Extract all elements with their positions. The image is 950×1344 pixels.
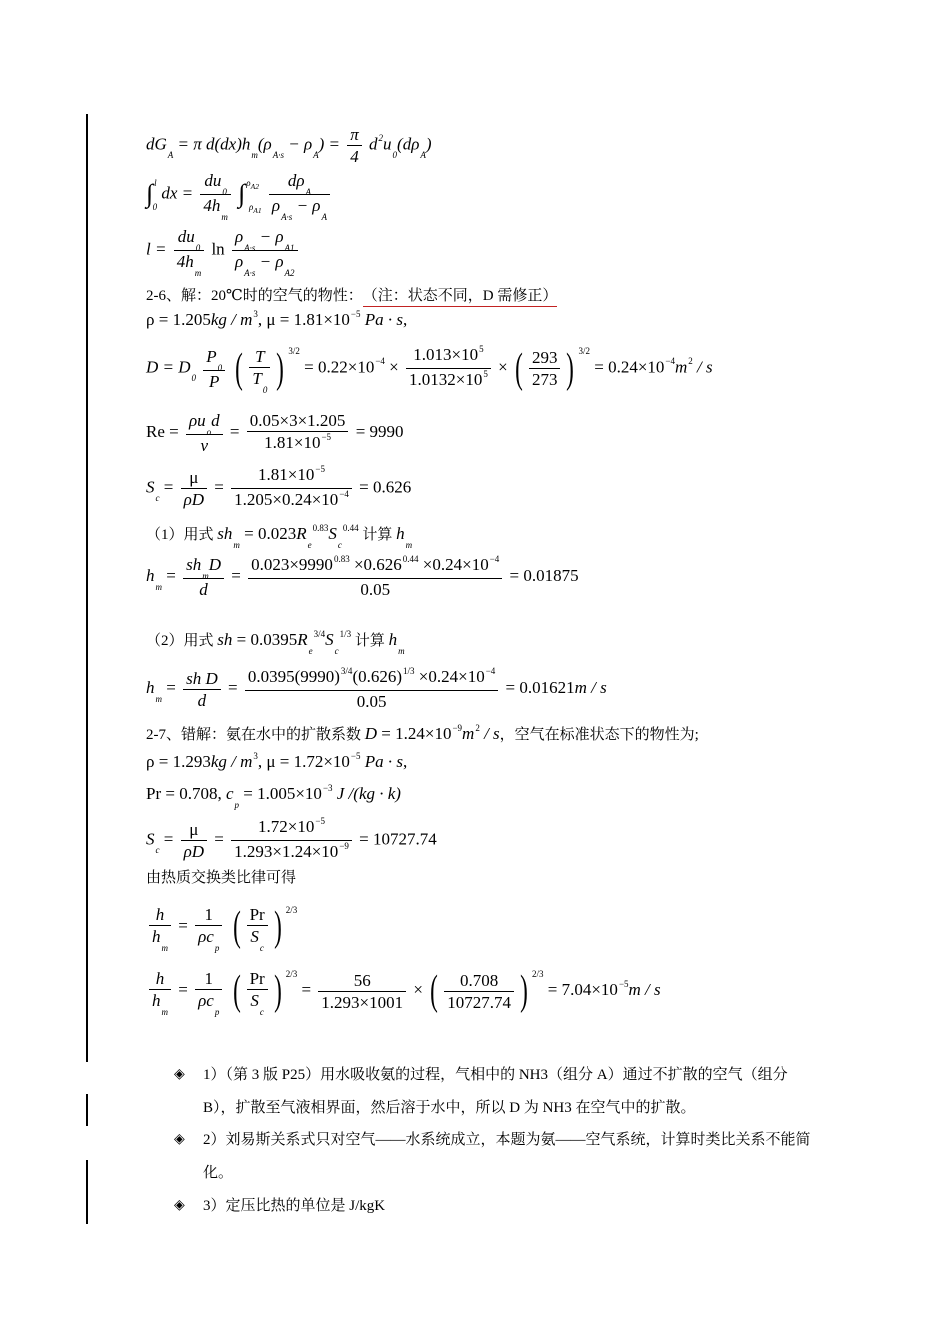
section-2-6-title: 2-6、解：20℃时的空气的物性：（注：状态不同，D 需修正） xyxy=(146,288,558,304)
bullet-2-text: 2）刘易斯关系式只对空气——水系统成立，本题为氨——空气系统，计算时类比关系不能简化。 xyxy=(203,1132,811,1181)
bullet-2-marker: ◈ xyxy=(174,1132,185,1147)
method-2-line: （2）用式 sh = $0.0395R_e^{3/4}S_c^{1/3}$ 计算 $h_m$ xyxy=(146,629,405,656)
eq-length: l = $\frac{du_0}{4h_m}$ ln $\frac{\rho_{A\cdot s} - \rho_{A1}}{\rho_{A\cdot s} - \rho_{A2}}$ xyxy=(146,226,301,275)
eq-diffusivity-correction: $D = D_0$ $\frac{P_0}{P}$ ( $\frac{T}{T_0}$ ) $^{3/2} = 0.22\times 10^{-4}$ × $\frac{1.013\times 10^5}{1.0132\times 10^5}$ × ( $\frac{293}{273}$ ) $^{3/2} = 0.24\times 10^{-4}m^2 / s$ xyxy=(146,344,713,395)
eq-dGA: $dG_A = \pi$ $d(dx)h_m(\rho_{A\cdot s} - \rho_A)$ = $\frac{\pi}{4}$ $d^2u_0(d\rho_A)$ xyxy=(146,125,432,166)
bullet-1-marker: ◈ xyxy=(174,1067,185,1082)
eq-reynolds: Re = $\frac{\rho u_od}{v}$ = $\frac{0.05\times 3\times 1.205}{1.81\times 10^{-5}}$ = 9990 xyxy=(146,411,404,455)
margin-bar-main xyxy=(86,114,88,1062)
method-1-line: （1）用式 $sh_m = 0.023R_e^{0.83}S_c^{0.44}$ 计算 $h_m$ xyxy=(146,523,413,550)
section-2-7-intro: 2-7、错解：氨在水中的扩散系数 $D = 1.24\times 10^{-9}m^2 / s$，空气在标准状态下的物性为; xyxy=(146,723,699,743)
correction-note: （注：状态不同，D 需修正） xyxy=(362,288,558,304)
analogy-text: 由热质交换类比律可得 xyxy=(146,870,297,886)
bullet-1-text: 1）（第 3 版 P25）用水吸收氨的过程，气相中的 NH3（组分 A）通过不扩散的空气（组分 B），扩散至气液相界面，然后溶于水中，所以 D 为 NH3 在空气中的扩散。 xyxy=(203,1067,788,1116)
margin-bar-bullet1 xyxy=(86,1094,88,1126)
eq-air-props-2-6: $\rho = 1.205kg / m^3$, $\mu = 1.81\times 10^{-5}$ Pa · s, xyxy=(146,309,408,329)
eq-schmidt: $S_c$ = $\frac{\mu}{\rho D}$ = $\frac{1.81\times 10^{-5}}{1.205\times 0.24\times 10^{-4}}$ = 0.626 xyxy=(146,464,412,509)
bullet-3-text: 3）定压比热的单位是 J/kgK xyxy=(203,1198,386,1214)
eq-schmidt-2-7: $S_c$ = $\frac{\mu}{\rho D}$ = $\frac{1.72\times 10^{-5}}{1.293\times 1.24\times 10^{-9}}$ = 10727.74 xyxy=(146,816,437,861)
eq-hm-2-7: $\frac{h}{h_m}$ = $\frac{1}{\rho c_p}$ ( $\frac{Pr}{S_c}$ ) $^{2/3}$ = $\frac{56}{1.293\times 1001}$ × ( $\frac{0.708}{10727.74}$ ) $^{2/3} = 7.04\times 10^{-5}m / s$ xyxy=(146,968,661,1014)
eq-hm-method2: $h_m$ = $\frac{\text{sh D}}{d}$ = $\frac{0.0395(9990)^{3/4}(0.626)^{1/3} \times 0.24\times 10^{-4}}{0.05}$ = 0.01621m / s xyxy=(146,666,607,711)
bullet-3-marker: ◈ xyxy=(174,1198,185,1213)
eq-hm-method1: $h_m$ = $\frac{sh_mD}{d}$ = $\frac{0.023\times 9990^{0.83} \times 0.626^{0.44} \times 0.24\times 10^{-4}}{0.05}$ = 0.01875 xyxy=(146,554,579,599)
margin-bar-bullet2 xyxy=(86,1160,88,1224)
eq-analogy: $\frac{h}{h_m}$ = $\frac{1}{\rho c_p}$ ( $\frac{Pr}{S_c}$ ) $^{2/3}$ xyxy=(146,904,297,950)
eq-air-props-2-7: $\rho = 1.293kg / m^3$, $\mu = 1.72\times 10^{-5}$ Pa · s, xyxy=(146,751,408,771)
eq-integral: ∫$^l_0$ dx = $\frac{du_0}{4h_m}$ ∫$^{\rho_{A2}}_{\rho_{A1}}$ $\frac{d\rho_A}{\rho_{A\cdot s} - \rho_A}$ xyxy=(146,170,333,219)
eq-prandtl-cp: Pr = 0.708, $c_p = 1.005\times 10^{-3}$ J /(kg · k) xyxy=(146,783,401,810)
